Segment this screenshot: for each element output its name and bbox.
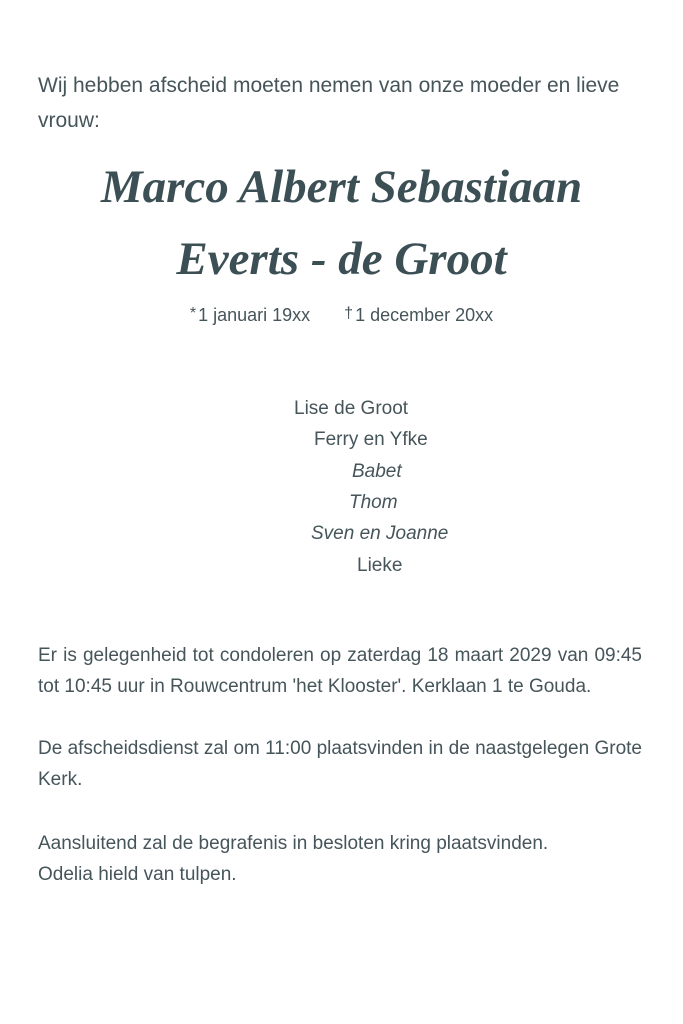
- condolence-paragraph: Er is gelegenheid tot condoleren op zaterdag 18 maart 2029 van 09:45 tot 10:45 uur in Rouwcentrum 'het Klooster'. Kerklaan 1 te Gouda.: [38, 645, 642, 697]
- family-member: Babet: [352, 461, 402, 482]
- tulips-line: Odelia hield van tulpen.: [38, 864, 237, 885]
- deceased-name-line-1: Marco Albert Sebastiaan: [100, 161, 583, 213]
- family-member: Ferry en Yfke: [314, 429, 428, 450]
- birth-date: 1 januari 19xx: [198, 305, 311, 325]
- service-paragraph: De afscheidsdienst zal om 11:00 plaatsvinden in de naastgelegen Grote Kerk.: [38, 738, 642, 790]
- deceased-name-line-2: Everts - de Groot: [176, 233, 507, 285]
- life-dates: [0, 305, 683, 326]
- intro-text: Wij hebben afscheid moeten nemen van onze moeder en lieve vrouw:: [38, 74, 620, 132]
- family-member: Sven en Joanne: [311, 523, 449, 544]
- death-symbol: †: [344, 305, 354, 322]
- family-member: Lieke: [357, 555, 403, 576]
- family-member: Thom: [349, 492, 398, 513]
- burial-line: Aansluitend zal de begrafenis in besloten kring plaatsvinden.: [38, 833, 549, 854]
- closing-paragraph: [38, 828, 642, 890]
- birth-symbol: *: [189, 305, 197, 322]
- death-date: 1 december 20xx: [355, 305, 494, 325]
- family-member: Lise de Groot: [294, 398, 409, 419]
